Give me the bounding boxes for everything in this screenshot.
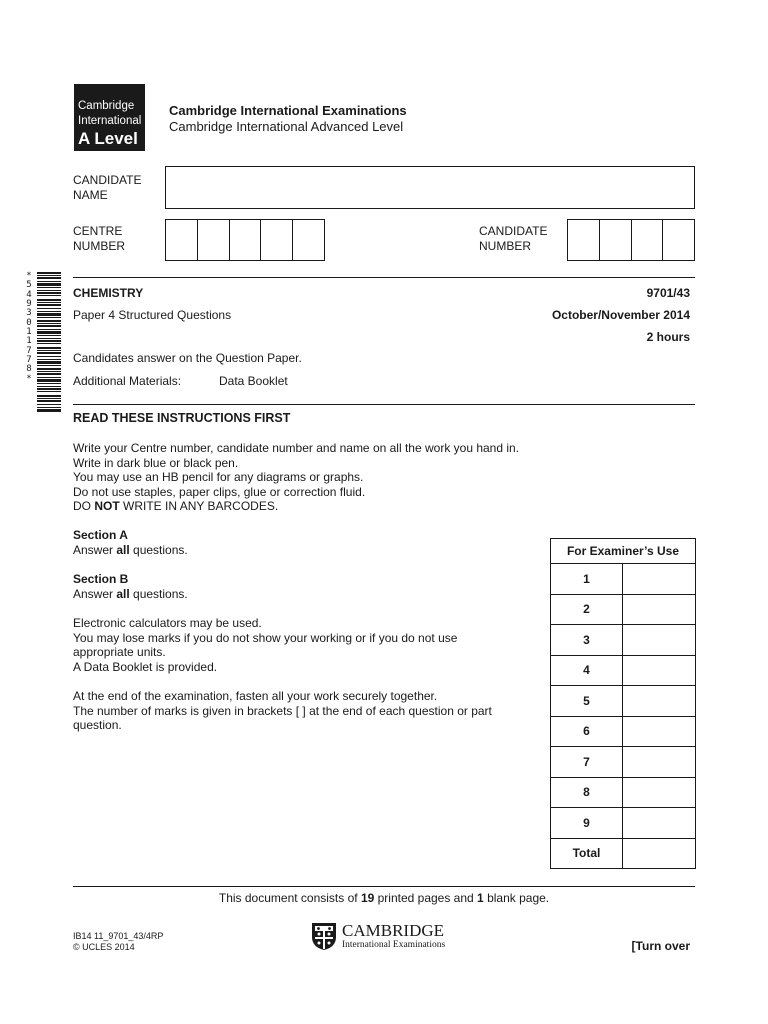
examiner-table-row	[551, 655, 696, 686]
section-b-title: Section B	[73, 572, 129, 586]
barcode-digit: 9	[26, 298, 32, 309]
mark-cell[interactable]	[623, 716, 696, 747]
exam-board-title: Cambridge International Examinations	[169, 103, 407, 118]
subject: CHEMISTRY	[73, 286, 144, 300]
barcode-digit: *	[26, 373, 32, 384]
mark-cell[interactable]	[623, 808, 696, 839]
instruction-emphasis: NOT	[94, 499, 120, 513]
question-number: 7	[551, 747, 623, 778]
examiner-table-row	[551, 777, 696, 808]
document-reference	[73, 931, 163, 953]
barcode-digit: 1	[26, 326, 32, 337]
instruction-line: At the end of the examination, fasten all your work securely together.	[73, 689, 438, 703]
instruction-text: questions.	[129, 542, 188, 557]
instruction-line: The number of marks is given in brackets [ ] at the end of each question or part	[73, 703, 492, 718]
footer-text: printed pages and	[374, 891, 478, 905]
centre-number-label-line1: CENTRE	[73, 224, 123, 238]
barcode-digit: 7	[26, 354, 32, 365]
footer-text: blank page.	[483, 891, 550, 905]
instruction-line: You may lose marks if you do not show your working or if you do not use	[73, 630, 458, 645]
barcode-digit: *	[26, 271, 32, 281]
instruction-line-barcodes	[73, 499, 553, 514]
centre-number-digit[interactable]	[197, 220, 229, 260]
barcode-digit: 1	[26, 336, 32, 347]
centre-number-digit[interactable]	[292, 220, 324, 260]
examiner-use-table	[550, 538, 696, 869]
instruction-line: You may use an HB pencil for any diagrams or graphs.	[73, 470, 364, 484]
crest-icon	[311, 922, 337, 951]
cambridge-a-level-logo	[74, 84, 145, 151]
section-a-title: Section A	[73, 528, 128, 542]
general-instructions	[73, 441, 553, 514]
barcode	[24, 272, 64, 412]
candidate-number-boxes[interactable]	[567, 219, 695, 261]
question-number: Total	[551, 838, 623, 869]
barcode-bars-icon	[37, 272, 61, 412]
exam-session: October/November 2014	[551, 308, 690, 322]
instruction-line: A Data Booklet is provided.	[73, 659, 218, 674]
examiner-table-row	[551, 564, 696, 595]
mark-cell[interactable]	[623, 625, 696, 656]
question-number: 3	[551, 625, 623, 656]
barcode-digit: 5	[26, 280, 32, 291]
candidate-number-digit[interactable]	[568, 220, 599, 260]
candidate-name-label	[73, 173, 141, 202]
candidate-number-digit[interactable]	[599, 220, 631, 260]
exam-duration: 2 hours	[646, 330, 690, 344]
divider	[73, 886, 695, 887]
copyright: © UCLES 2014	[73, 942, 135, 952]
mark-cell[interactable]	[623, 564, 696, 595]
section-a-text	[73, 543, 543, 558]
instruction-line: Write in dark blue or black pen.	[73, 455, 239, 470]
instructions-heading: READ THESE INSTRUCTIONS FIRST	[73, 411, 291, 425]
footer-text: This document consists of	[218, 891, 361, 905]
instruction-emphasis: all	[116, 586, 130, 601]
instruction-emphasis: all	[116, 542, 130, 557]
examiner-table-row	[551, 716, 696, 747]
instruction-text: Answer	[73, 586, 117, 601]
examiner-table-title: For Examiner’s Use	[551, 539, 696, 564]
centre-number-label-line2: NUMBER	[73, 238, 126, 253]
candidate-number-label	[479, 224, 547, 253]
candidate-name-label-line2: NAME	[73, 187, 108, 202]
examiner-table-row	[551, 838, 696, 869]
mark-cell[interactable]	[623, 594, 696, 625]
section-b-text	[73, 587, 543, 602]
question-number: 9	[551, 808, 623, 839]
section-b-instructions	[73, 572, 543, 601]
centre-number-digit[interactable]	[229, 220, 261, 260]
qualification-title: Cambridge International Advanced Level	[169, 119, 404, 134]
candidate-number-digit[interactable]	[662, 220, 694, 260]
footer-logo-main: CAMBRIDGE	[342, 921, 445, 940]
candidate-number-digit[interactable]	[631, 220, 663, 260]
reference-code: IB14 11_9701_43/4RP	[73, 931, 164, 941]
instruction-text: DO	[73, 499, 95, 513]
centre-number-boxes[interactable]	[165, 219, 325, 261]
mark-cell[interactable]	[623, 777, 696, 808]
printed-pages-count: 19	[360, 891, 375, 905]
instruction-line: Electronic calculators may be used.	[73, 616, 262, 630]
divider	[73, 404, 695, 405]
footer-logo-sub: International Examinations	[342, 940, 446, 950]
logo-line-2: International	[78, 115, 142, 127]
centre-number-digit[interactable]	[260, 220, 292, 260]
barcode-digit: 7	[26, 345, 32, 356]
mark-cell[interactable]	[623, 838, 696, 869]
instruction-text: Answer	[73, 542, 117, 557]
instruction-line: question.	[73, 718, 122, 732]
examiner-table-row	[551, 808, 696, 839]
logo-line-3: A Level	[78, 129, 138, 148]
barcode-digit: 8	[26, 364, 32, 375]
barcode-digit: 3	[26, 308, 32, 319]
materials-label: Additional Materials:	[73, 374, 182, 388]
page-count-statement	[0, 891, 768, 906]
candidate-number-label-line1: CANDIDATE	[479, 224, 548, 238]
calculator-instructions	[73, 616, 543, 674]
end-instructions	[73, 689, 548, 733]
question-number: 2	[551, 594, 623, 625]
paper-code: 9701/43	[646, 286, 690, 300]
mark-cell[interactable]	[623, 686, 696, 717]
examiner-table-row	[551, 686, 696, 717]
instruction-text: WRITE IN ANY BARCODES.	[119, 499, 279, 513]
centre-number-digit[interactable]	[166, 220, 197, 260]
centre-number-label	[73, 224, 125, 253]
examiner-table-row	[551, 625, 696, 656]
mark-cell[interactable]	[623, 747, 696, 778]
question-number: 6	[551, 716, 623, 747]
cambridge-footer-logo	[311, 922, 471, 954]
section-a-instructions	[73, 528, 543, 557]
question-number: 8	[551, 777, 623, 808]
answer-on-paper: Candidates answer on the Question Paper.	[73, 351, 302, 365]
mark-cell[interactable]	[623, 655, 696, 686]
instruction-line: Do not use staples, paper clips, glue or correction fluid.	[73, 484, 366, 499]
turn-over: [Turn over	[631, 939, 690, 953]
instruction-line: Write your Centre number, candidate number and name on all the work you hand in.	[73, 441, 520, 455]
divider	[73, 277, 695, 278]
paper-title: Paper 4 Structured Questions	[73, 308, 232, 322]
candidate-number-label-line2: NUMBER	[479, 238, 532, 253]
instruction-line: appropriate units.	[73, 645, 166, 659]
examiner-table-row	[551, 747, 696, 778]
materials-value: Data Booklet	[219, 374, 288, 388]
candidate-name-field[interactable]	[165, 166, 695, 209]
examiner-table-row	[551, 594, 696, 625]
logo-line-1: Cambridge	[78, 100, 135, 112]
instruction-text: questions.	[129, 586, 188, 601]
question-number: 1	[551, 564, 623, 595]
barcode-digit: 4	[26, 289, 32, 300]
blank-pages-count: 1	[477, 891, 484, 905]
candidate-name-label-line1: CANDIDATE	[73, 173, 142, 187]
barcode-digits	[24, 272, 34, 384]
question-number: 5	[551, 686, 623, 717]
question-number: 4	[551, 655, 623, 686]
barcode-digit: 0	[26, 317, 32, 328]
